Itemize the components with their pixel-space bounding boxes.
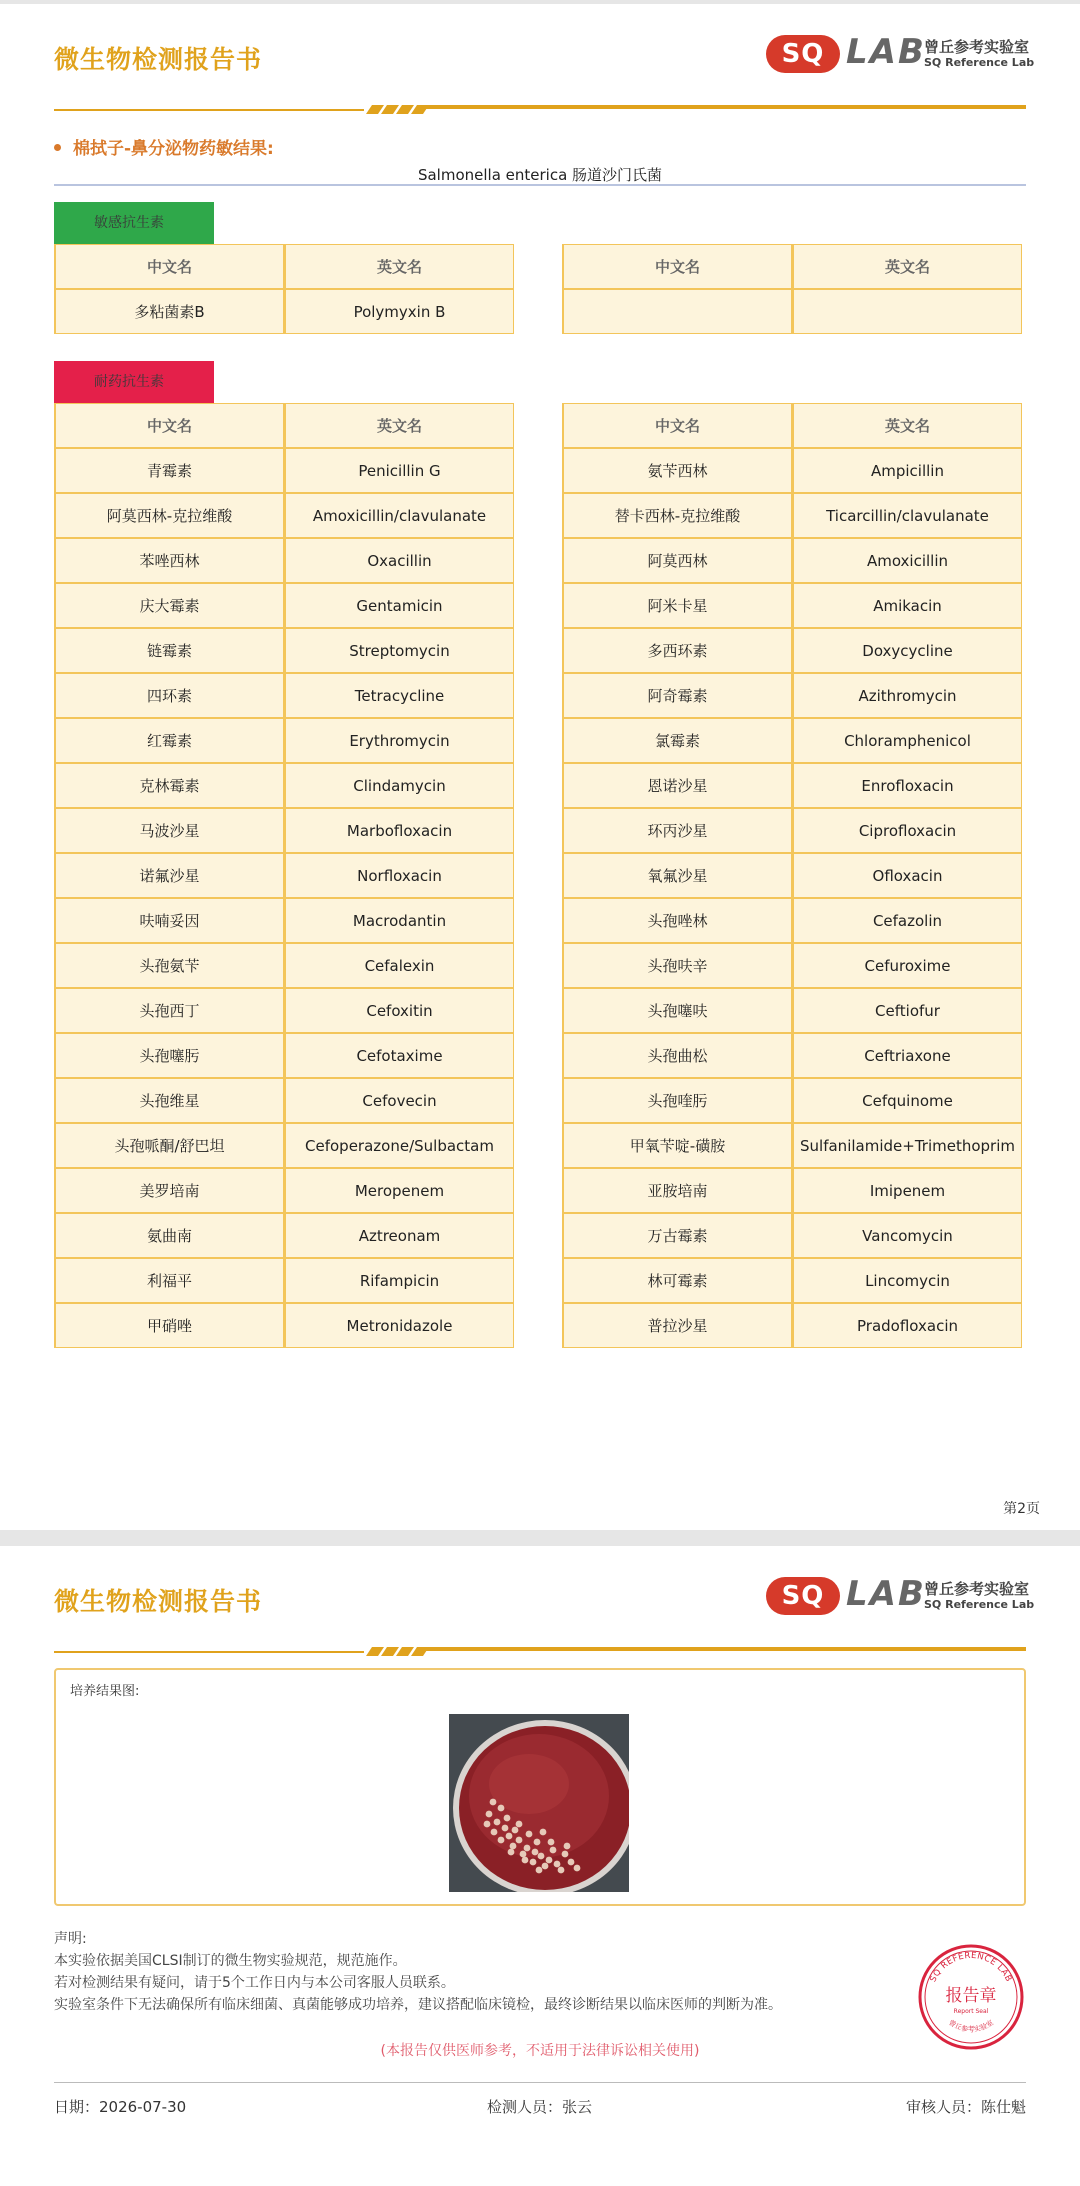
table-row [562,1078,1022,1123]
antibiotic-cn-name: 环丙沙星 [562,808,792,853]
antibiotic-en-name: Lincomycin [792,1258,1022,1303]
colony-dot [532,1849,539,1856]
antibiotic-cn-name: 普拉沙星 [562,1303,792,1348]
antibiotic-en-name: Doxycycline [792,628,1022,673]
footer-rule [54,2082,1026,2083]
antibiotic-en-name: Penicillin G [284,448,514,493]
table-row [562,718,1022,763]
antibiotic-cn-name: 头孢哌酮/舒巴坦 [54,1123,284,1168]
table-row [562,898,1022,943]
logo-lab-text: LAB [846,32,926,72]
table-row [54,808,514,853]
table-row [562,1123,1022,1168]
antibiotic-cn-name: 呋喃妥因 [54,898,284,943]
table-header-row [54,403,514,448]
table-row [562,853,1022,898]
antibiotic-cn-name: 氨曲南 [54,1213,284,1258]
resistant-table-left [54,403,514,1348]
table-row [54,853,514,898]
head-en: 英文名 [792,403,1022,448]
colony-dot [502,1825,509,1832]
antibiotic-cn-name: 氧氟沙星 [562,853,792,898]
antibiotic-en-name: Cefovecin [284,1078,514,1123]
antibiotic-cn-name: 马波沙星 [54,808,284,853]
colony-dot [516,1837,523,1844]
antibiotic-cn-name: 克林霉素 [54,763,284,808]
antibiotic-en-name: Tetracycline [284,673,514,718]
colony-dot [574,1865,581,1872]
antibiotic-cn-name: 头孢喹肟 [562,1078,792,1123]
antibiotic-en-name: Amikacin [792,583,1022,628]
antibiotic-cn-name: 诺氟沙星 [54,853,284,898]
colony-dot [512,1827,519,1834]
antibiotic-cn-name: 头孢西丁 [54,988,284,1033]
antibiotic-cn-name: 多西环素 [562,628,792,673]
table-header-row [562,403,1022,448]
colony-dot [494,1819,501,1826]
table-row [54,583,514,628]
antibiotic-en-name: Ceftriaxone [792,1033,1022,1078]
colony-dot [534,1839,541,1846]
antibiotic-en-name: Ciprofloxacin [792,808,1022,853]
antibiotic-en-name: Sulfanilamide+Trimethoprim [792,1123,1022,1168]
colony-dot [516,1821,523,1828]
antibiotic-en-name: Meropenem [284,1168,514,1213]
seal-bottom-text: 曾丘参考实验室 [947,2018,995,2034]
antibiotic-cn-name: 青霉素 [54,448,284,493]
table-row [562,808,1022,853]
petri-dish-image [449,1714,629,1892]
logo-cn-name: 曾丘参考实验室 [924,1580,1030,1598]
section-title [54,134,274,159]
colony-dot [540,1829,547,1836]
table-row [562,289,1022,334]
antibiotic-cn-name: 链霉素 [54,628,284,673]
table-row [54,628,514,673]
declaration-line: 实验室条件下无法确保所有临床细菌、真菌能够成功培养，建议搭配临床镜检，最终诊断结果以临床医师的判断为准。 [54,1997,782,2013]
colony-dot [498,1805,505,1812]
table-row [54,763,514,808]
antibiotic-cn-name: 甲硝唑 [54,1303,284,1348]
table-row [562,493,1022,538]
declaration-heading: 声明: [54,1931,87,1947]
table-row [54,1123,514,1168]
organism-rule [54,184,1026,186]
sensitive-tag: 敏感抗生素 [54,202,214,244]
colony-dot [548,1839,555,1846]
table-row [562,763,1022,808]
table-row [54,1168,514,1213]
seal-main-text: 报告章 [945,1986,997,2006]
table-row [562,1303,1022,1348]
colony-dot [498,1837,505,1844]
antibiotic-en-name: Streptomycin [284,628,514,673]
antibiotic-en-name: Cefoxitin [284,988,514,1033]
table-row [54,448,514,493]
declaration-line: 若对检测结果有疑问，请于5个工作日内与本公司客服人员联系。 [54,1975,455,1991]
table-row [54,718,514,763]
antibiotic-cn-name: 四环素 [54,673,284,718]
antibiotic-en-name: Cefotaxime [284,1033,514,1078]
head-en: 英文名 [284,244,514,289]
header-rule [54,1642,1026,1660]
antibiotic-cn-name: 头孢曲松 [562,1033,792,1078]
culture-result-box [54,1668,1026,1906]
antibiotic-cn-name: 头孢唑林 [562,898,792,943]
head-en: 英文名 [284,403,514,448]
sq-lab-logo [766,32,1035,80]
colony-dot [484,1821,491,1828]
antibiotic-cn-name: 多粘菌素B [54,289,284,334]
reviewer-name: 审核人员：陈仕魁 [905,2098,1026,2116]
resistant-tag: 耐药抗生素 [54,361,214,403]
table-row [54,943,514,988]
declaration-line: 本实验依据美国CLSI制订的微生物实验规范，规范施作。 [54,1953,407,1969]
colony-dot [546,1857,553,1864]
table-header-row [54,244,514,289]
logo-en-name: SQ Reference Lab [924,1598,1035,1611]
antibiotic-en-name: Norfloxacin [284,853,514,898]
antibiotic-cn-name: 氨苄西林 [562,448,792,493]
antibiotic-en-name: Oxacillin [284,538,514,583]
antibiotic-en-name: Ticarcillin/clavulanate [792,493,1022,538]
table-row [562,1213,1022,1258]
logo-sq-badge: SQ [766,1577,840,1615]
page-number: 第2页 [1003,1501,1040,1517]
antibiotic-en-name: Cefquinome [792,1078,1022,1123]
colony-dot [562,1851,569,1858]
table-row [54,1033,514,1078]
antibiotic-cn-name: 阿莫西林-克拉维酸 [54,493,284,538]
colony-dot [508,1849,515,1856]
antibiotic-cn-name: 氯霉素 [562,718,792,763]
table-row [562,943,1022,988]
culture-plate-photo [449,1714,629,1892]
report-date: 日期：2026-07-30 [54,2098,187,2116]
antibiotic-cn-name: 恩诺沙星 [562,763,792,808]
resistant-table-right [562,403,1022,1348]
report-seal-stamp [916,1942,1026,2052]
antibiotic-cn-name: 阿米卡星 [562,583,792,628]
logo-en-name: SQ Reference Lab [924,56,1035,69]
colony-dot [536,1867,543,1874]
table-row [562,583,1022,628]
table-row [562,1168,1022,1213]
colony-dot [510,1843,517,1850]
report-page-2 [0,1546,1080,2186]
table-row [54,538,514,583]
sq-lab-logo [766,1574,1035,1622]
colony-dot [558,1867,565,1874]
antibiotic-en-name: Cefalexin [284,943,514,988]
antibiotic-en-name [792,289,1022,334]
table-row [54,289,514,334]
antibiotic-cn-name: 替卡西林-克拉维酸 [562,493,792,538]
antibiotic-en-name: Gentamicin [284,583,514,628]
antibiotic-en-name: Erythromycin [284,718,514,763]
disclaimer-note: (本报告仅供医师参考，不适用于法律诉讼相关使用) [380,2043,700,2059]
colony-dot [542,1863,549,1870]
antibiotic-cn-name: 万古霉素 [562,1213,792,1258]
table-row [54,1213,514,1258]
antibiotic-en-name: Aztreonam [284,1213,514,1258]
antibiotic-en-name: Ampicillin [792,448,1022,493]
svg-text:曾丘参考实验室 [947,2018,995,2034]
report-page-1 [0,4,1080,1530]
antibiotic-en-name: Ceftiofur [792,988,1022,1033]
table-row [54,1078,514,1123]
sensitive-table-left [54,244,514,334]
antibiotic-en-name: Amoxicillin [792,538,1022,583]
antibiotic-en-name: Vancomycin [792,1213,1022,1258]
head-cn: 中文名 [562,403,792,448]
table-row [562,1258,1022,1303]
sensitive-table-right [562,244,1022,334]
antibiotic-cn-name: 头孢噻呋 [562,988,792,1033]
antibiotic-en-name: Marbofloxacin [284,808,514,853]
antibiotic-en-name: Rifampicin [284,1258,514,1303]
table-row [54,1258,514,1303]
seal-sub-text: Report Seal [953,2008,989,2015]
logo-sq-badge: SQ [766,35,840,73]
antibiotic-en-name: Enrofloxacin [792,763,1022,808]
antibiotic-en-name: Pradofloxacin [792,1303,1022,1348]
colony-dot [568,1859,575,1866]
section-title-text: 棉拭子-鼻分泌物药敏结果: [73,139,274,159]
bullet-dot-icon [54,144,61,151]
colony-dot [491,1829,498,1836]
organism-name: Salmonella enterica 肠道沙门氏菌 [417,166,663,184]
logo-cn-name: 曾丘参考实验室 [924,38,1030,56]
report-title: 微生物检测报告书 [54,45,263,74]
antibiotic-cn-name: 阿莫西林 [562,538,792,583]
antibiotic-en-name: Amoxicillin/clavulanate [284,493,514,538]
table-row [562,1033,1022,1078]
antibiotic-cn-name [562,289,792,334]
table-row [54,493,514,538]
antibiotic-cn-name: 头孢噻肟 [54,1033,284,1078]
table-row [562,628,1022,673]
colony-dot [520,1851,527,1858]
table-row [54,988,514,1033]
antibiotic-en-name: Metronidazole [284,1303,514,1348]
table-row [562,448,1022,493]
table-row [54,1303,514,1348]
table-row [54,673,514,718]
antibiotic-cn-name: 头孢氨苄 [54,943,284,988]
colony-dot [564,1843,571,1850]
colony-dot [504,1815,511,1822]
table-row [562,538,1022,583]
table-header-row [562,244,1022,289]
antibiotic-cn-name: 甲氧苄啶-磺胺 [562,1123,792,1168]
antibiotic-en-name: Cefoperazone/Sulbactam [284,1123,514,1168]
tester-name: 检测人员：张云 [487,2098,593,2116]
antibiotic-en-name: Azithromycin [792,673,1022,718]
antibiotic-cn-name: 庆大霉素 [54,583,284,628]
antibiotic-en-name: Clindamycin [284,763,514,808]
head-en: 英文名 [792,244,1022,289]
declaration [54,1928,782,2016]
antibiotic-en-name: Chloramphenicol [792,718,1022,763]
antibiotic-cn-name: 亚胺培南 [562,1168,792,1213]
colony-dot [550,1847,557,1854]
antibiotic-cn-name: 头孢维星 [54,1078,284,1123]
antibiotic-cn-name: 头孢呋辛 [562,943,792,988]
antibiotic-en-name: Macrodantin [284,898,514,943]
table-row [562,673,1022,718]
colony-dot [522,1857,529,1864]
head-cn: 中文名 [562,244,792,289]
header-rule [54,100,1026,118]
antibiotic-cn-name: 阿奇霉素 [562,673,792,718]
antibiotic-cn-name: 利福平 [54,1258,284,1303]
colony-dot [554,1861,561,1868]
antibiotic-en-name: Imipenem [792,1168,1022,1213]
antibiotic-cn-name: 苯唑西林 [54,538,284,583]
antibiotic-en-name: Ofloxacin [792,853,1022,898]
antibiotic-cn-name: 红霉素 [54,718,284,763]
colony-dot [530,1859,537,1866]
colony-dot [486,1811,493,1818]
head-cn: 中文名 [54,244,284,289]
culture-label: 培养结果图: [70,1684,140,1699]
report-title: 微生物检测报告书 [54,1587,263,1616]
colony-dot [526,1831,533,1838]
antibiotic-en-name: Cefazolin [792,898,1022,943]
colony-dot [524,1845,531,1852]
seal-top-text: SQ REFERENCE LAB [928,1950,1014,1984]
table-row [562,988,1022,1033]
antibiotic-cn-name: 美罗培南 [54,1168,284,1213]
logo-lab-text: LAB [846,1574,926,1614]
table-row [54,898,514,943]
antibiotic-en-name: Cefuroxime [792,943,1022,988]
antibiotic-en-name: Polymyxin B [284,289,514,334]
antibiotic-cn-name: 林可霉素 [562,1258,792,1303]
colony-dot [506,1833,513,1840]
colony-dot [538,1853,545,1860]
colony-dot [490,1799,497,1806]
head-cn: 中文名 [54,403,284,448]
